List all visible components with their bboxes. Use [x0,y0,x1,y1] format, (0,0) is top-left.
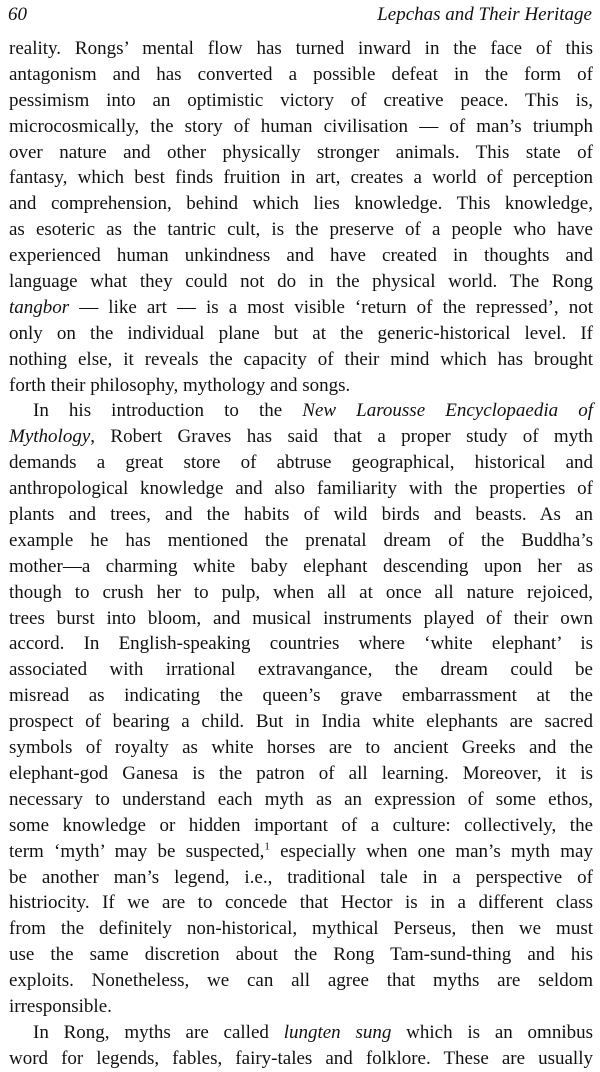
text-segment: be another man’s legend, i.e., traditional tale in a perspective of [9,866,593,888]
text-segment: language what they could not do in the physical world. The Rong [9,271,593,293]
text-line [9,114,593,140]
text-segment: necessary to understand each myth as an expression of some ethos, [9,788,593,810]
text-segment: some knowledge or hidden important of a culture: collectively, the [9,814,593,836]
text-line [9,631,593,657]
text-segment: misread as indicating the queen’s grave embarrassment at the [9,685,593,707]
text-line [9,62,593,88]
body-text [9,36,593,1072]
text-segment: term ‘myth’ may be suspected, [9,840,265,862]
text-line [9,994,593,1020]
text-line [9,683,593,709]
text-line [9,398,593,424]
text-segment: example he has mentioned the prenatal dream of the Buddha’s [9,529,593,551]
text-segment: which is an omnibus [391,1021,593,1043]
text-segment: anthropological knowledge and also familiarity with the properties of [9,478,593,500]
text-segment: experienced human unkindness and have created in thoughts and [9,245,593,267]
text-line [9,450,593,476]
page-number: 60 [8,4,27,25]
text-segment: demands a great store of abtruse geographical, historical and [9,452,593,474]
text-segment: nothing else, it reveals the capacity of their mind which has brought [9,348,593,370]
text-segment: symbols of royalty as white horses are to ancient Greeks and the [9,737,593,759]
text-line [9,165,593,191]
text-line [9,554,593,580]
italic-text: Mythology [9,426,91,448]
text-line [9,269,593,295]
book-title: Lepchas and Their Heritage [377,4,592,25]
text-line [9,916,593,942]
text-segment: associated with irrational extravangance, the dream could be [9,659,593,681]
text-line [9,295,593,321]
text-line [9,528,593,554]
text-segment: from the definitely non-historical, mythical Perseus, then we must [9,918,593,940]
text-line [9,942,593,968]
text-line [9,217,593,243]
text-line [9,1046,593,1072]
text-segment: trees burst into bloom, and musical instruments played of their own [9,607,593,629]
text-segment: prospect of bearing a child. But in India white elephants are sacred [9,711,593,733]
text-segment: histriocity. If we are to concede that Hector is in a different class [9,892,593,914]
text-line [9,424,593,450]
text-segment: only on the individual plane but at the generic-historical level. If [9,322,593,344]
text-line [9,191,593,217]
text-segment: In Rong, myths are called [33,1021,284,1043]
text-segment: pessimism into an optimistic victory of creative peace. This is, [9,89,593,111]
text-line [9,968,593,994]
text-segment: elephant-god Ganesa is the patron of all learning. Moreover, it is [9,762,593,784]
text-segment: word for legends, fables, fairy-tales and folklore. These are usually [9,1047,593,1069]
text-line [9,709,593,735]
text-segment: accord. In English-speaking countries where ‘white elephant’ is [9,633,593,655]
text-segment: especially when one man’s myth may [269,840,593,862]
text-segment: fantasy, which best finds fruition in art, creates a world of perception [9,167,593,189]
text-line [9,865,593,891]
text-line [9,88,593,114]
text-line [9,36,593,62]
text-line [9,373,593,399]
text-line [9,813,593,839]
text-line [9,243,593,269]
italic-text: tangbor [9,296,70,318]
text-segment: — like art — is a most visible ‘return of the repressed’, not [69,296,593,318]
text-line [9,321,593,347]
text-line [9,735,593,761]
text-segment: microcosmically, the story of human civilisation — of man’s triumph [9,115,593,137]
text-segment: though to crush her to pulp, when all at once all nature rejoiced, [9,581,593,603]
text-segment: plants and trees, and the habits of wild birds and beasts. As an [9,504,593,526]
footnote-marker: 1 [264,840,270,853]
text-segment: In his introduction to the [33,400,303,422]
text-segment: reality. Rongs’ mental flow has turned inward in the face of this [9,38,593,59]
text-line [9,580,593,606]
text-line [9,761,593,787]
text-line [9,787,593,813]
text-segment: , Robert Graves has said that a proper study of myth [90,426,593,448]
text-segment: exploits. Nonetheless, we can all agree that myths are seldom [9,970,593,992]
running-head [8,2,592,28]
text-line [9,606,593,632]
text-segment: forth their philosophy, mythology and songs. [9,374,351,396]
text-segment: over nature and other physically stronger animals. This state of [9,141,593,163]
text-line [9,502,593,528]
text-line [9,839,593,865]
italic-text: lungten sung [283,1021,392,1043]
text-line [9,657,593,683]
text-line [9,476,593,502]
text-segment: antagonism and has converted a possible defeat in the form of [9,63,593,85]
text-segment: and comprehension, behind which lies knowledge. This knowledge, [9,193,593,215]
text-line [9,347,593,373]
text-segment: as esoteric as the tantric cult, is the preserve of a people who have [9,219,593,241]
text-line [9,890,593,916]
text-line [9,1020,593,1046]
italic-text: New Larousse Encyclopaedia of [302,400,593,422]
text-segment: irresponsible. [9,995,112,1017]
text-segment: use the same discretion about the Rong Tam-sund-thing and his [9,944,593,966]
text-segment: mother—a charming white baby elephant descending upon her as [9,555,593,577]
text-line [9,140,593,166]
